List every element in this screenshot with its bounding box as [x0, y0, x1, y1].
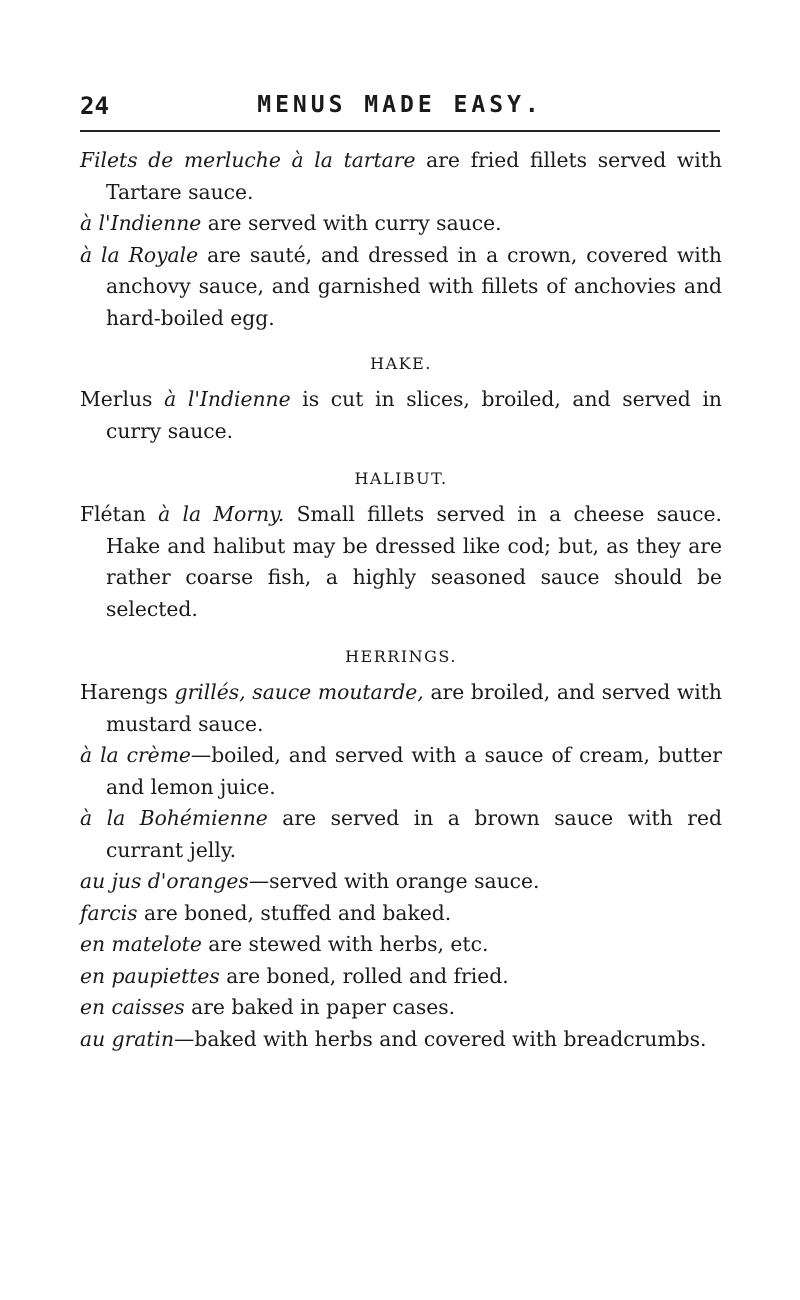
page-number: 24: [80, 92, 109, 120]
dish-lead: Harengs: [80, 680, 175, 704]
dish-name: à la Bohémienne: [80, 806, 268, 830]
running-title: MENUS MADE EASY.: [257, 92, 543, 118]
menu-entry: [80, 898, 722, 930]
dish-name: Filets de merluche à la tartare: [80, 148, 416, 172]
dish-description: —baked with herbs and covered with breadcrumbs.: [174, 1026, 707, 1051]
dish-name: farcis: [80, 900, 138, 925]
page-body: [80, 145, 722, 1055]
menu-entry: [80, 961, 722, 993]
menu-entry: [80, 1024, 722, 1056]
dish-description: are baked in paper cases.: [184, 995, 456, 1019]
dish-name: à la Royale: [80, 242, 199, 267]
section-heading-herrings: HERRINGS.: [345, 647, 457, 666]
dish-description: is cut in slices, broiled, and served in curry sauce.: [106, 387, 722, 443]
dish-description: are sauté, and dressed in a crown, covered with anchovy sauce, and garnished with fillets of anchovies and hard-boiled egg.: [106, 242, 722, 330]
menu-entry: [80, 240, 722, 335]
dish-name: en caisses: [80, 995, 185, 1019]
menu-entry: [80, 740, 722, 803]
menu-entry: [80, 499, 722, 625]
dish-description: —boiled, and served with a sauce of cream, butter and lemon juice.: [106, 743, 722, 799]
dish-name: à la crème: [80, 743, 191, 767]
dish-name: à l'Indienne: [164, 387, 291, 411]
dish-description: are boned, rolled and fried.: [219, 963, 509, 988]
menu-entry: [80, 384, 722, 447]
dish-description: Small fillets served in a cheese sauce. Hake and halibut may be dressed like cod; but, as they are rather coarse fish, a highly seasoned sauce should be selected.: [106, 502, 722, 621]
page-header: [80, 92, 720, 128]
section-heading-halibut: HALIBUT.: [354, 469, 448, 488]
dish-description: are fried fillets served with Tartare sauce.: [106, 148, 722, 204]
menu-entry: [80, 677, 722, 740]
menu-entry: [80, 803, 722, 866]
dish-name: au gratin: [80, 1026, 175, 1051]
dish-description: —served with orange sauce.: [248, 869, 540, 893]
dish-description: are broiled, and served with mustard sauce.: [106, 680, 722, 736]
section-heading-hake: HAKE.: [370, 354, 432, 373]
dish-name: en paupiettes: [80, 963, 220, 988]
dish-description: are stewed with herbs, etc.: [201, 932, 489, 956]
dish-lead: Merlus: [80, 387, 165, 411]
dish-name: à l'Indienne: [80, 211, 202, 235]
header-rule: [80, 130, 720, 132]
dish-name: en matelote: [80, 932, 202, 956]
menu-entry: [80, 992, 722, 1024]
dish-description: are served in a brown sauce with red currant jelly.: [106, 806, 722, 862]
menu-entry: [80, 929, 722, 961]
dish-description: are boned, stuffed and baked.: [137, 900, 452, 925]
menu-entry: [80, 145, 722, 208]
dish-name: au jus d'oranges: [80, 869, 249, 893]
dish-lead: Flétan: [80, 502, 159, 526]
menu-entry: [80, 866, 722, 898]
dish-description: are served with curry sauce.: [201, 211, 502, 235]
menu-entry: [80, 208, 722, 240]
dish-name: grillés, sauce moutarde,: [174, 680, 424, 704]
dish-name: à la Morny.: [158, 502, 285, 526]
